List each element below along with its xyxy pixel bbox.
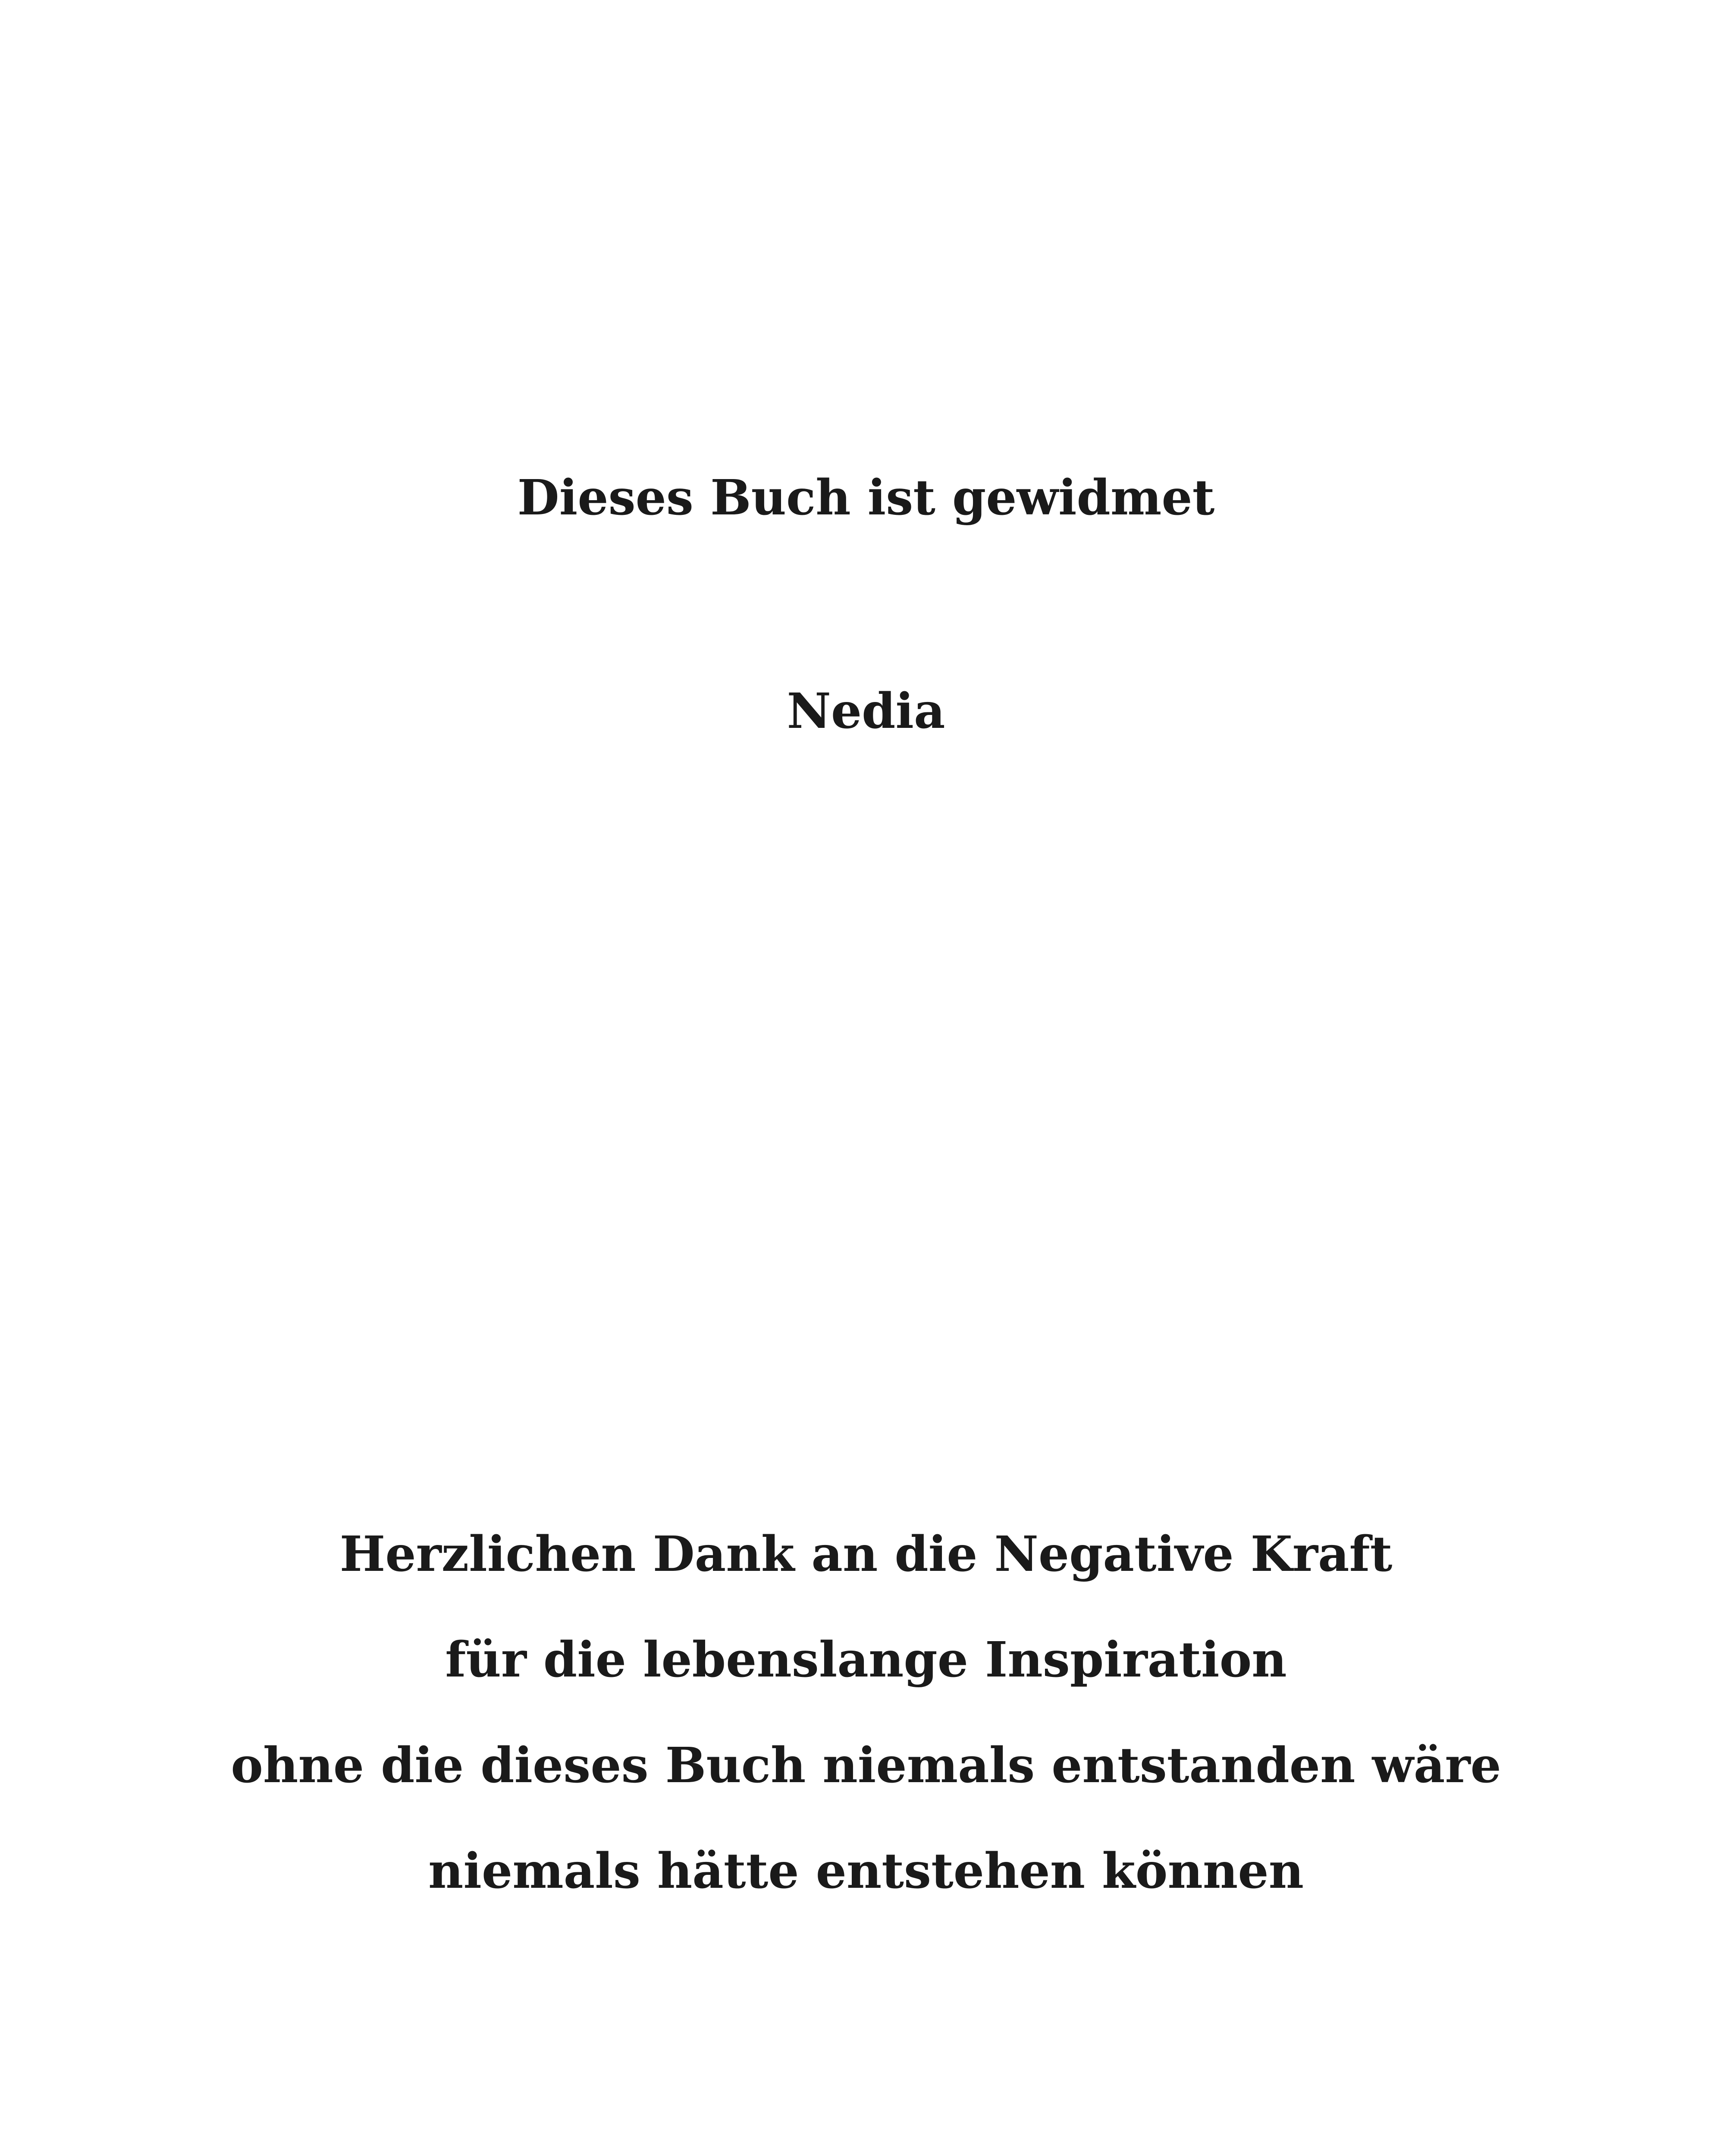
acknowledgement-line: niemals hätte entstehen können <box>428 1843 1304 1899</box>
acknowledgement-line: für die lebenslange Inspiration <box>445 1632 1287 1688</box>
acknowledgement-line: Herzlichen Dank an die Negative Kraft <box>339 1526 1393 1583</box>
dedication-heading: Dieses Buch ist gewidmet <box>517 470 1215 526</box>
acknowledgement-line: ohne die dieses Buch niemals entstanden wäre <box>231 1737 1501 1794</box>
dedication-name: Nedia <box>787 683 945 740</box>
